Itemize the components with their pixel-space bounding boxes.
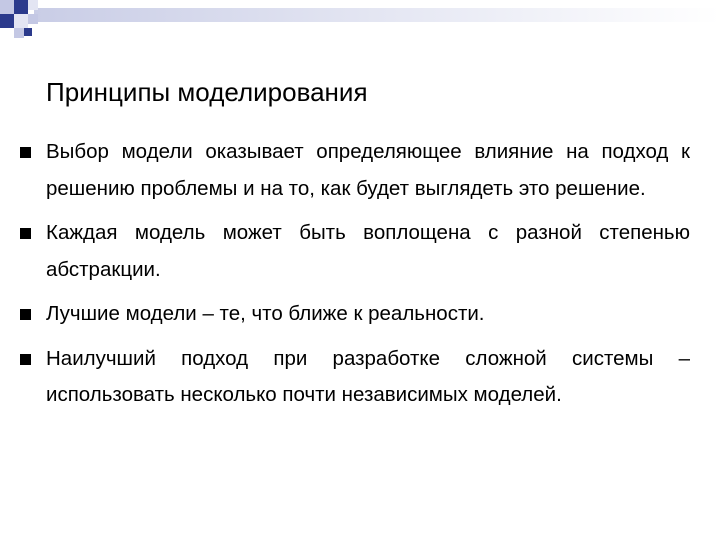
bullet-item (20, 341, 690, 414)
bullet-item (20, 215, 690, 288)
bullet-item (20, 296, 690, 333)
decor-square-5 (28, 0, 38, 10)
decor-square-3 (0, 14, 14, 28)
bullet-item (20, 134, 690, 207)
bullet-text: Выбор модели оказывает определяющее влияние на подход к решению проблемы и на то, как будет выглядеть это решение. (46, 140, 690, 200)
bullet-text: Наилучший подход при разработке сложной системы – использовать несколько почти независимых моделей. (46, 346, 690, 406)
slide-title: Принципы моделирования (46, 77, 368, 107)
decor-band (34, 8, 720, 22)
decor-square-8 (24, 28, 32, 36)
bullet-list (20, 134, 690, 422)
square-bullet-icon (20, 309, 31, 320)
square-bullet-icon (20, 147, 31, 158)
header-decoration (0, 0, 720, 60)
square-bullet-icon (20, 354, 31, 365)
decor-square-4 (14, 14, 28, 28)
bullet-text: Лучшие модели – те, что ближе к реальности. (46, 302, 485, 325)
square-bullet-icon (20, 228, 31, 239)
bullet-text: Каждая модель может быть воплощена с разной степенью абстракции. (46, 221, 690, 281)
decor-square-1 (0, 0, 14, 14)
decor-square-6 (28, 14, 38, 24)
decor-square-2 (14, 0, 28, 14)
decor-square-7 (14, 28, 24, 38)
